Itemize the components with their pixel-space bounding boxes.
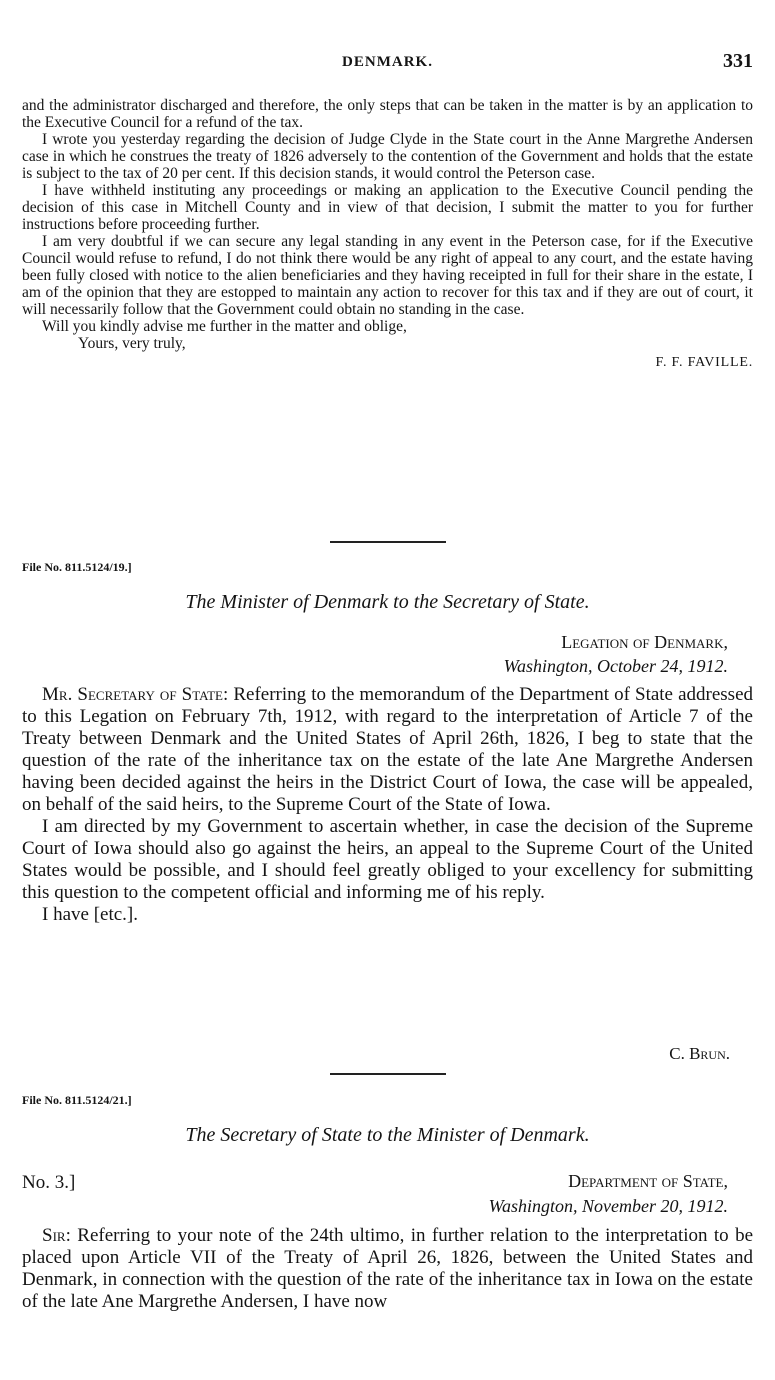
faville-paragraph-4: I am very doubtful if we can secure any legal standing in any event in the Peterson case, for if the Executive Council would refuse to refund, I do not think there would be any right of appeal to any court, and the estate having been fully closed with notice to the alien beneficiaries and they having receipted in full for their share in the estate, I am of the opinion that they are estopped to maintain any action to recover for this tax and if they are out of court, it will necessarily follow that the Government could obtain no standing in the case. <box>22 233 753 318</box>
letter-date: Washington, October 24, 1912. <box>503 656 728 676</box>
document-heading: The Minister of Denmark to the Secretary of State. <box>185 591 590 613</box>
faville-paragraph-1: and the administrator discharged and therefore, the only steps that can be taken in the matter is by an application to the Executive Council for a refund of the tax. <box>22 97 753 131</box>
section-divider <box>330 541 446 543</box>
document-heading: The Secretary of State to the Minister of Denmark. <box>185 1124 590 1146</box>
secretary-paragraph-1: Sir: Referring to your note of the 24th ultimo, in further relation to the interpretation to be placed upon Article VII of the Treaty of April 26, 1826, between the United States and Denmark, in connection with the question of the rate of the inheritance tax in Iowa on the estate of the late Ane Margrethe Andersen, I have now <box>22 1225 754 1312</box>
letter-date: Washington, November 20, 1912. <box>488 1196 728 1216</box>
brun-letter <box>22 684 753 926</box>
faville-complimentary-close: Yours, very truly, <box>78 335 186 352</box>
brun-signature: C. Brun. <box>669 1044 730 1063</box>
file-number: File No. 811.5124/21.] <box>22 1093 132 1107</box>
page-number: 331 <box>723 50 753 72</box>
faville-signature: F. F. FAVILLE. <box>655 355 753 370</box>
section-divider <box>330 1073 446 1075</box>
department-place: Department of State, <box>568 1171 728 1191</box>
salutation: Sir: <box>42 1225 71 1246</box>
brun-paragraph-1: Mr. Secretary of State: Referring to the memorandum of the Department of State addressed to this Legation on February 7th, 1912, with regard to the interpretation of Article 7 of the Treaty between Denmark and the United States of April 26th, 1826, I beg to state that the question of the rate of the inheritance tax on the estate of the late Ane Margrethe Andersen having been decided against the heirs in the District Court of Iowa, the case will be appealed, on behalf of the said heirs, to the Supreme Court of the State of Iowa. <box>22 684 754 815</box>
faville-paragraph-3: I have withheld instituting any proceedings or making an application to the Executive Council pending the decision of this case in Mitchell County and in view of that decision, I submit the matter to you for further instructions before proceeding further. <box>22 182 753 233</box>
file-number: File No. 811.5124/19.] <box>22 560 132 574</box>
brun-closing: I have [etc.]. <box>42 904 138 925</box>
note-number: No. 3.] <box>22 1172 76 1193</box>
faville-paragraph-2: I wrote you yesterday regarding the decision of Judge Clyde in the State court in the Anne Margrethe Andersen case in which he construes the treaty of 1826 adversely to the contention of the Government and holds that the estate is subject to the tax of 20 per cent. If this decision stands, it would control the Peterson case. <box>22 131 753 182</box>
running-title: DENMARK. <box>342 54 433 70</box>
faville-closing-line: Will you kindly advise me further in the matter and oblige, <box>42 318 407 335</box>
secretary-letter <box>22 1225 753 1313</box>
running-head <box>22 50 753 74</box>
faville-letter <box>22 97 753 371</box>
legation-place: Legation of Denmark, <box>561 632 728 652</box>
salutation: Mr. Secretary of State: <box>42 684 229 705</box>
brun-paragraph-2: I am directed by my Government to ascertain whether, in case the decision of the Supreme Court of Iowa should also go against the heirs, an appeal to the Supreme Court of the United States would be possible, and I should feel greatly obliged to your excellency for submitting this question to the competent official and informing me of his reply. <box>22 816 753 903</box>
